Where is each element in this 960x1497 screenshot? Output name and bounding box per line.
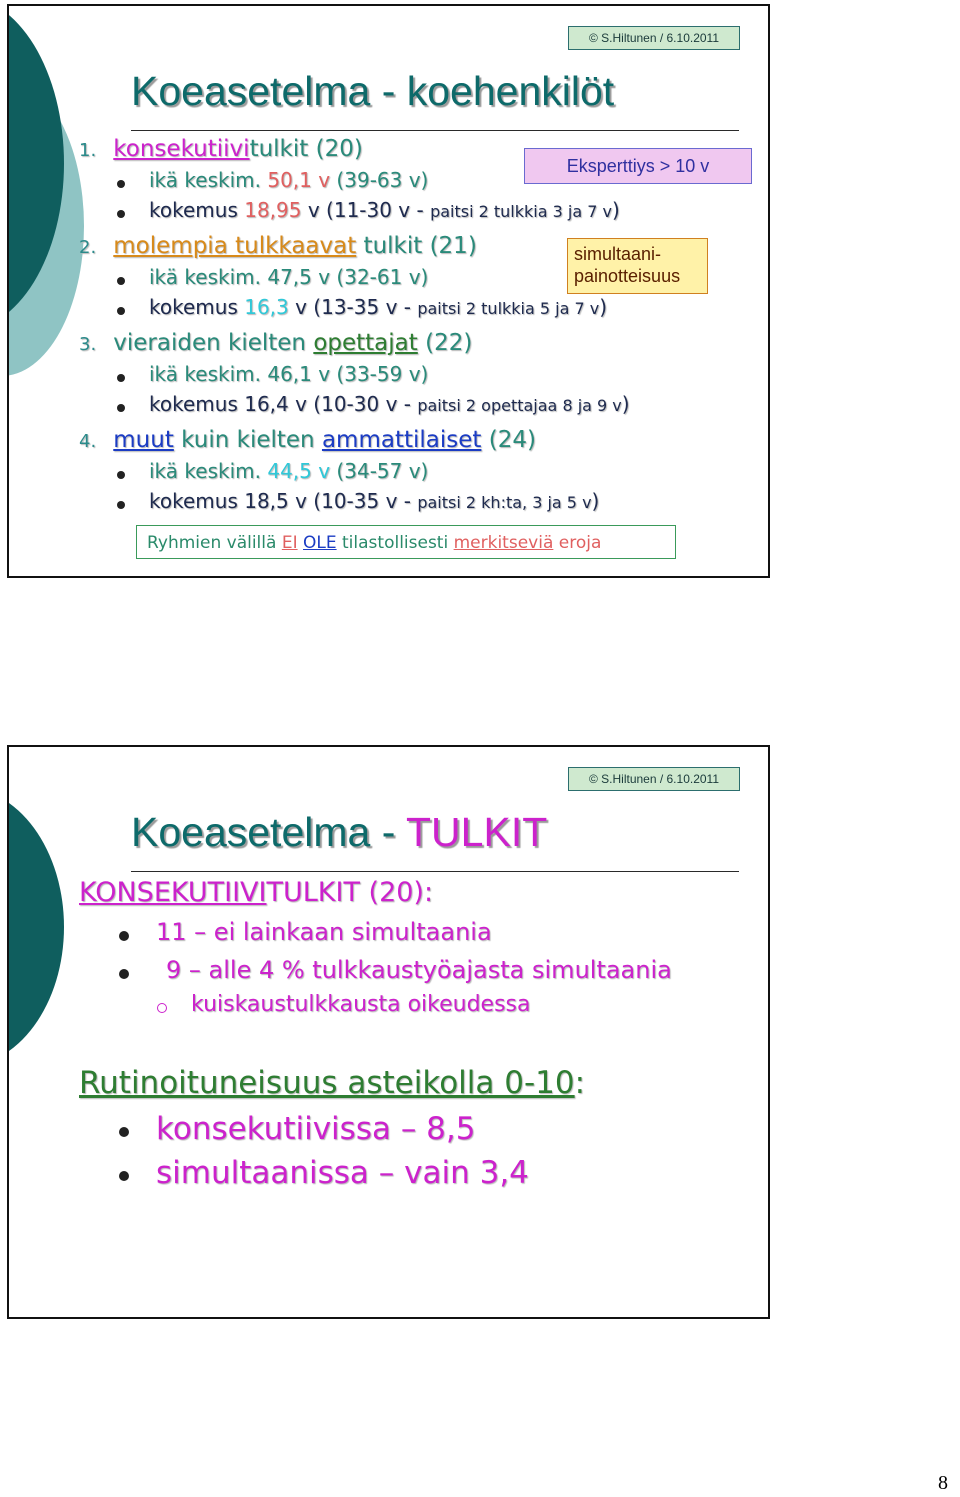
slide-title: Koeasetelma - TULKIT	[131, 809, 548, 855]
group-1-heading: 1. konsekutiivitulkit (20)	[79, 136, 363, 162]
group-4-heading: 4. muut kuin kielten ammattilaiset (24)	[79, 427, 536, 453]
bullet	[117, 404, 125, 412]
consecutive-heading: KONSEKUTIIVITULKIT (20):	[79, 877, 434, 908]
sim-box-line2: painotteisuus	[574, 266, 681, 286]
group-3-age: ikä keskim. 46,1 v (33-59 v)	[149, 362, 429, 386]
expertise-box: Eksperttiys > 10 v	[524, 148, 752, 184]
bullet	[117, 471, 125, 479]
title-rule	[131, 130, 739, 131]
page-number: 8	[938, 1472, 948, 1494]
sub-bullet	[157, 1003, 167, 1013]
group-1-experience: kokemus 18,95 v (11-30 v - paitsi 2 tulkkia 3 ja 7 v)	[149, 198, 620, 222]
group-3-heading: 3. vieraiden kielten opettajat (22)	[79, 330, 473, 356]
bullet	[117, 210, 125, 218]
group-4-age: ikä keskim. 44,5 v (34-57 v)	[149, 459, 429, 483]
copyright-label: © S.Hiltunen / 6.10.2011	[568, 26, 740, 50]
bullet	[117, 180, 125, 188]
item-no-simultaneous: 11 – ei lainkaan simultaania	[156, 918, 492, 946]
bullet	[119, 1127, 129, 1137]
group-1-age: ikä keskim. 50,1 v (39-63 v)	[149, 168, 429, 192]
sim-box-line1: simultaani-	[574, 244, 662, 264]
title-rule	[131, 871, 739, 872]
slide-koehenkilot	[7, 4, 770, 578]
slide-title: Koeasetelma - koehenkilöt	[131, 68, 615, 114]
subitem-whisper: kuiskaustulkkausta oikeudessa	[191, 992, 531, 1017]
copyright-label: © S.Hiltunen / 6.10.2011	[568, 767, 740, 791]
group-2-heading: 2. molempia tulkkaavat tulkit (21)	[79, 233, 477, 259]
bullet	[117, 501, 125, 509]
bullet	[117, 307, 125, 315]
group-2-experience: kokemus 16,3 v (13-35 v - paitsi 2 tulkkia 5 ja 7 v)	[149, 295, 608, 319]
bullet	[117, 374, 125, 382]
decor-dark-circle	[7, 787, 64, 1067]
bullet	[119, 1171, 129, 1181]
group-2-age: ikä keskim. 47,5 v (32-61 v)	[149, 265, 429, 289]
routine-heading: Rutinoituneisuus asteikolla 0-10:	[79, 1065, 586, 1101]
group-3-experience: kokemus 16,4 v (10-30 v - paitsi 2 opettajaa 8 ja 9 v)	[149, 392, 630, 416]
rating-consecutive: konsekutiivissa – 8,5	[156, 1111, 476, 1147]
slide-tulkit	[7, 745, 770, 1319]
summary-box: Ryhmien välillä EI OLE tilastollisesti merkitseviä eroja	[136, 525, 676, 559]
group-4-experience: kokemus 18,5 v (10-35 v - paitsi 2 kh:ta, 3 ja 5 v)	[149, 489, 600, 513]
rating-simultaneous: simultaanissa – vain 3,4	[156, 1155, 529, 1191]
simultaneous-box	[567, 238, 708, 294]
item-some-simultaneous: 9 – alle 4 % tulkkaustyöajasta simultaania	[166, 956, 672, 984]
bullet	[119, 969, 129, 979]
bullet	[119, 931, 129, 941]
bullet	[117, 277, 125, 285]
